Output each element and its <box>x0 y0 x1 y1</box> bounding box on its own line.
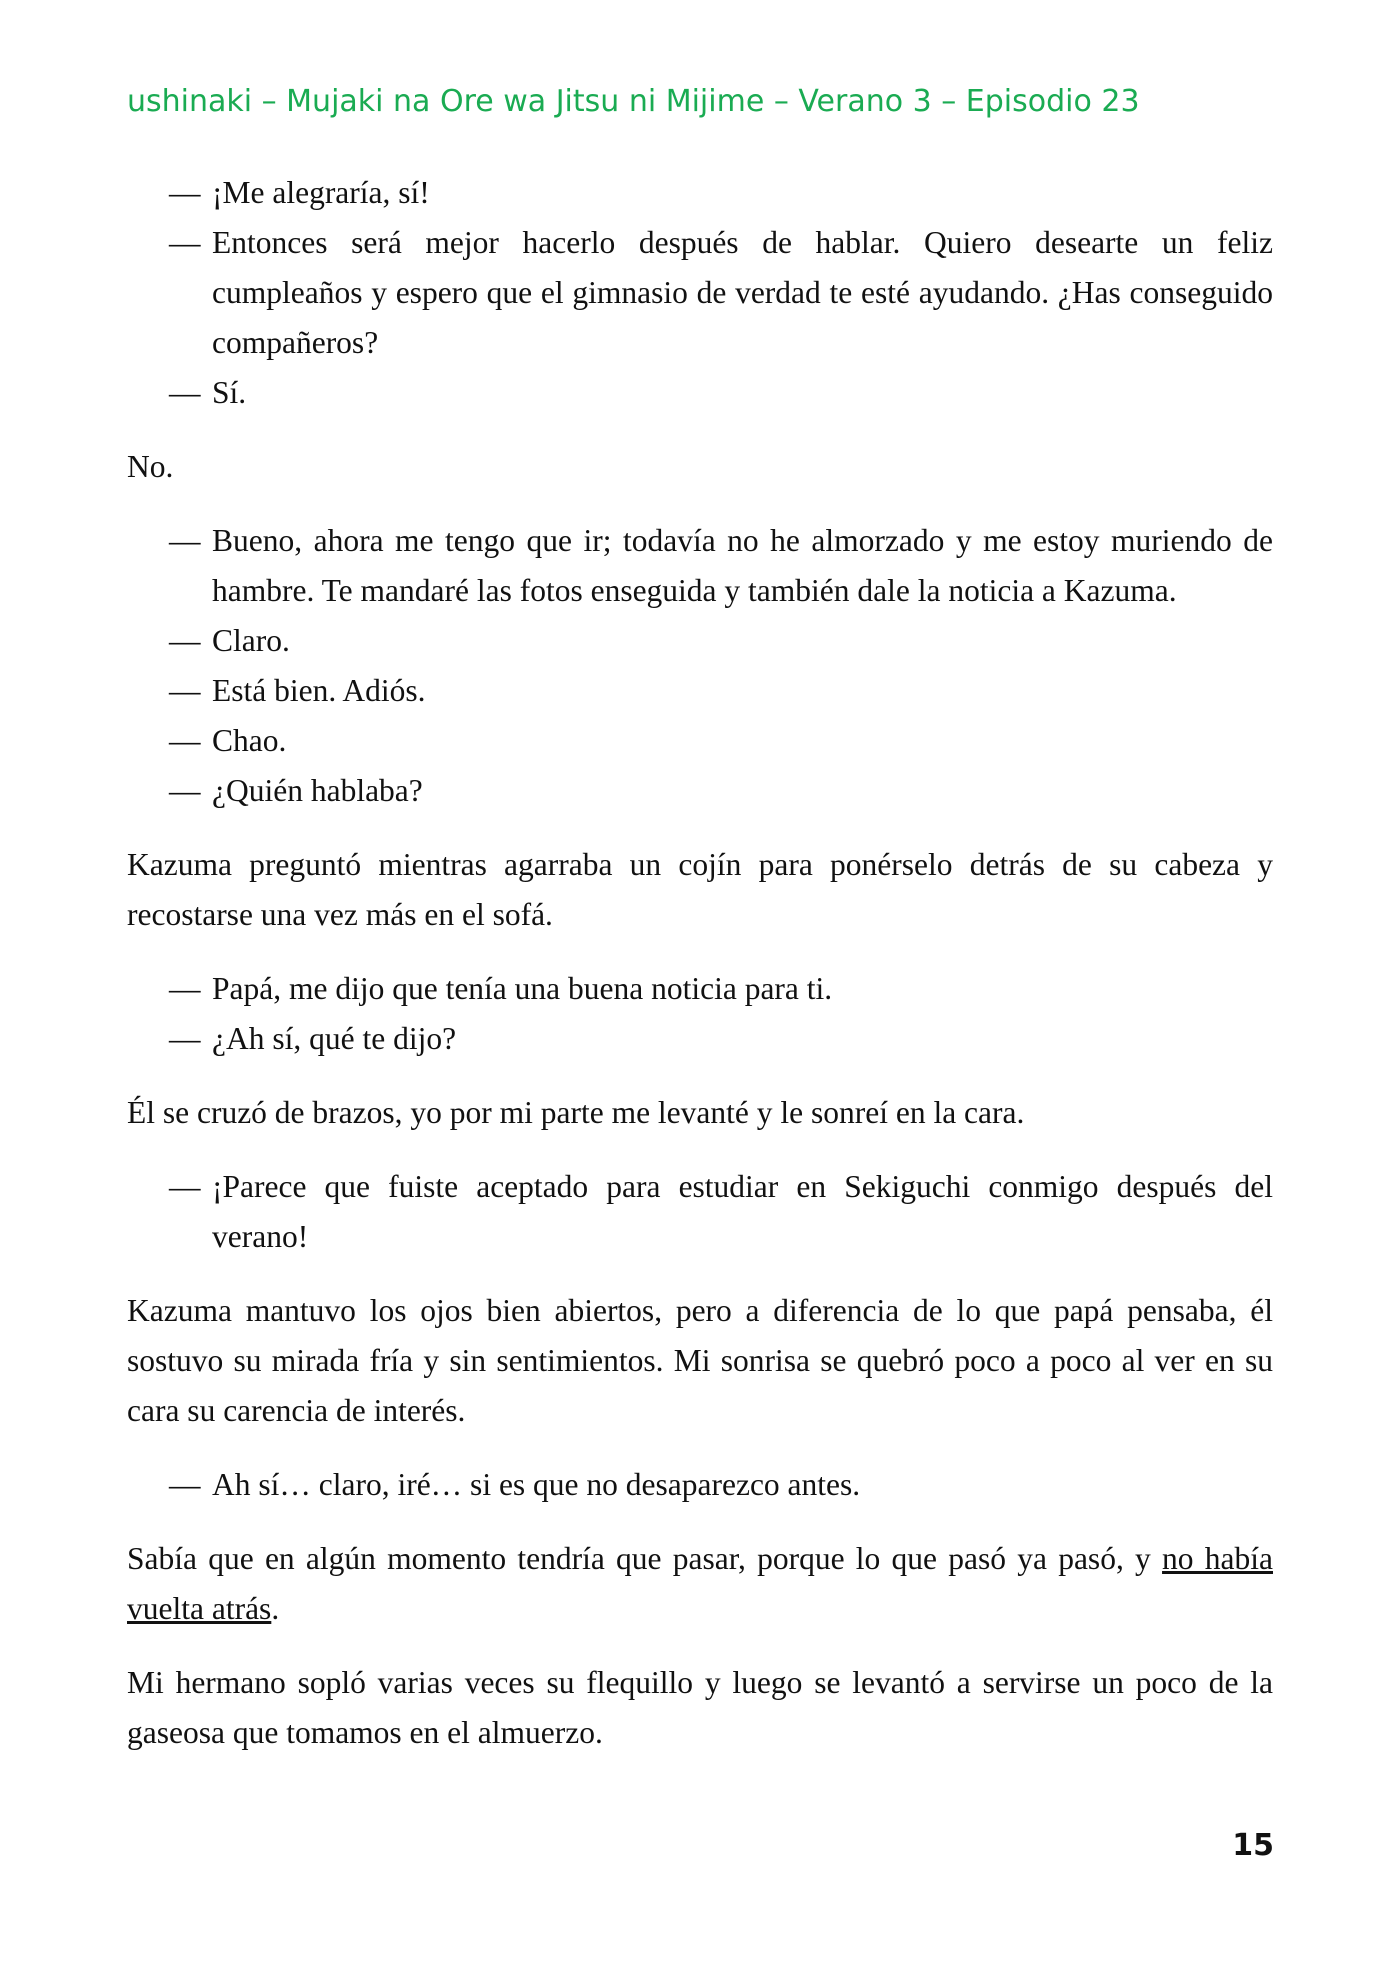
dialogue-dash: — <box>169 623 201 658</box>
page-header-title: ushinaki – Mujaki na Ore wa Jitsu ni Mijime – Verano 3 – Episodio 23 <box>127 84 1140 119</box>
dialogue-text: Chao. <box>212 723 287 758</box>
dialogue-line <box>127 766 1273 816</box>
page-body <box>127 168 1273 1758</box>
dialogue-text: ¿Quién hablaba? <box>212 773 423 808</box>
dialogue-line <box>127 666 1273 716</box>
page-number: 15 <box>1232 1828 1274 1863</box>
dialogue-text: Bueno, ahora me tengo que ir; todavía no he almorzado y me estoy muriendo de hambre. Te mandaré las fotos enseguida y también dale la noticia a Kazuma. <box>212 523 1273 608</box>
dialogue-line <box>127 616 1273 666</box>
dialogue-dash: — <box>169 1169 201 1204</box>
narration-paragraph: Kazuma preguntó mientras agarraba un cojín para ponérselo detrás de su cabeza y recostarse una vez más en el sofá. <box>127 847 1273 932</box>
dialogue-dash: — <box>169 971 201 1006</box>
narration-text: . <box>271 1591 280 1626</box>
dialogue-line <box>127 168 1273 218</box>
dialogue-line <box>127 716 1273 766</box>
dialogue-line <box>127 368 1273 418</box>
dialogue-dash: — <box>169 523 201 558</box>
narration-paragraph: Él se cruzó de brazos, yo por mi parte me levanté y le sonreí en la cara. <box>127 1095 1025 1130</box>
dialogue-line <box>127 1014 1273 1064</box>
dialogue-line <box>127 964 1273 1014</box>
dialogue-dash: — <box>169 723 201 758</box>
dialogue-line <box>127 218 1273 368</box>
dialogue-dash: — <box>169 375 201 410</box>
dialogue-text: ¿Ah sí, qué te dijo? <box>212 1021 457 1056</box>
dialogue-dash: — <box>169 175 201 210</box>
narration-paragraph <box>127 1534 1273 1634</box>
dialogue-dash: — <box>169 1467 201 1502</box>
dialogue-text: Papá, me dijo que tenía una buena noticia para ti. <box>212 971 833 1006</box>
dialogue-text: Sí. <box>212 375 247 410</box>
narration-paragraph: Kazuma mantuvo los ojos bien abiertos, pero a diferencia de lo que papá pensaba, él sostuvo su mirada fría y sin sentimientos. Mi sonrisa se quebró poco a poco al ver en su cara su carencia de interés. <box>127 1293 1273 1428</box>
dialogue-text: ¡Parece que fuiste aceptado para estudiar en Sekiguchi conmigo después del verano! <box>212 1169 1273 1254</box>
dialogue-dash: — <box>169 1021 201 1056</box>
dialogue-text: ¡Me alegraría, sí! <box>212 175 430 210</box>
dialogue-text: Claro. <box>212 623 290 658</box>
dialogue-dash: — <box>169 773 201 808</box>
dialogue-line <box>127 1460 1273 1510</box>
narration-text: Sabía que en algún momento tendría que pasar, porque lo que pasó ya pasó, y <box>127 1541 1163 1576</box>
dialogue-text: Ah sí… claro, iré… si es que no desaparezco antes. <box>212 1467 861 1502</box>
underlined-text: no había vuelta atrás <box>127 1541 1273 1626</box>
dialogue-dash: — <box>169 673 201 708</box>
dialogue-text: Entonces será mejor hacerlo después de hablar. Quiero desearte un feliz cumpleaños y espero que el gimnasio de verdad te esté ayudando. ¿Has conseguido compañeros? <box>212 225 1273 360</box>
dialogue-line <box>127 1162 1273 1262</box>
narration-paragraph: No. <box>127 449 174 484</box>
dialogue-dash: — <box>169 225 201 260</box>
narration-paragraph: Mi hermano sopló varias veces su flequillo y luego se levantó a servirse un poco de la gaseosa que tomamos en el almuerzo. <box>127 1665 1273 1750</box>
dialogue-text: Está bien. Adiós. <box>212 673 426 708</box>
dialogue-line <box>127 516 1273 616</box>
